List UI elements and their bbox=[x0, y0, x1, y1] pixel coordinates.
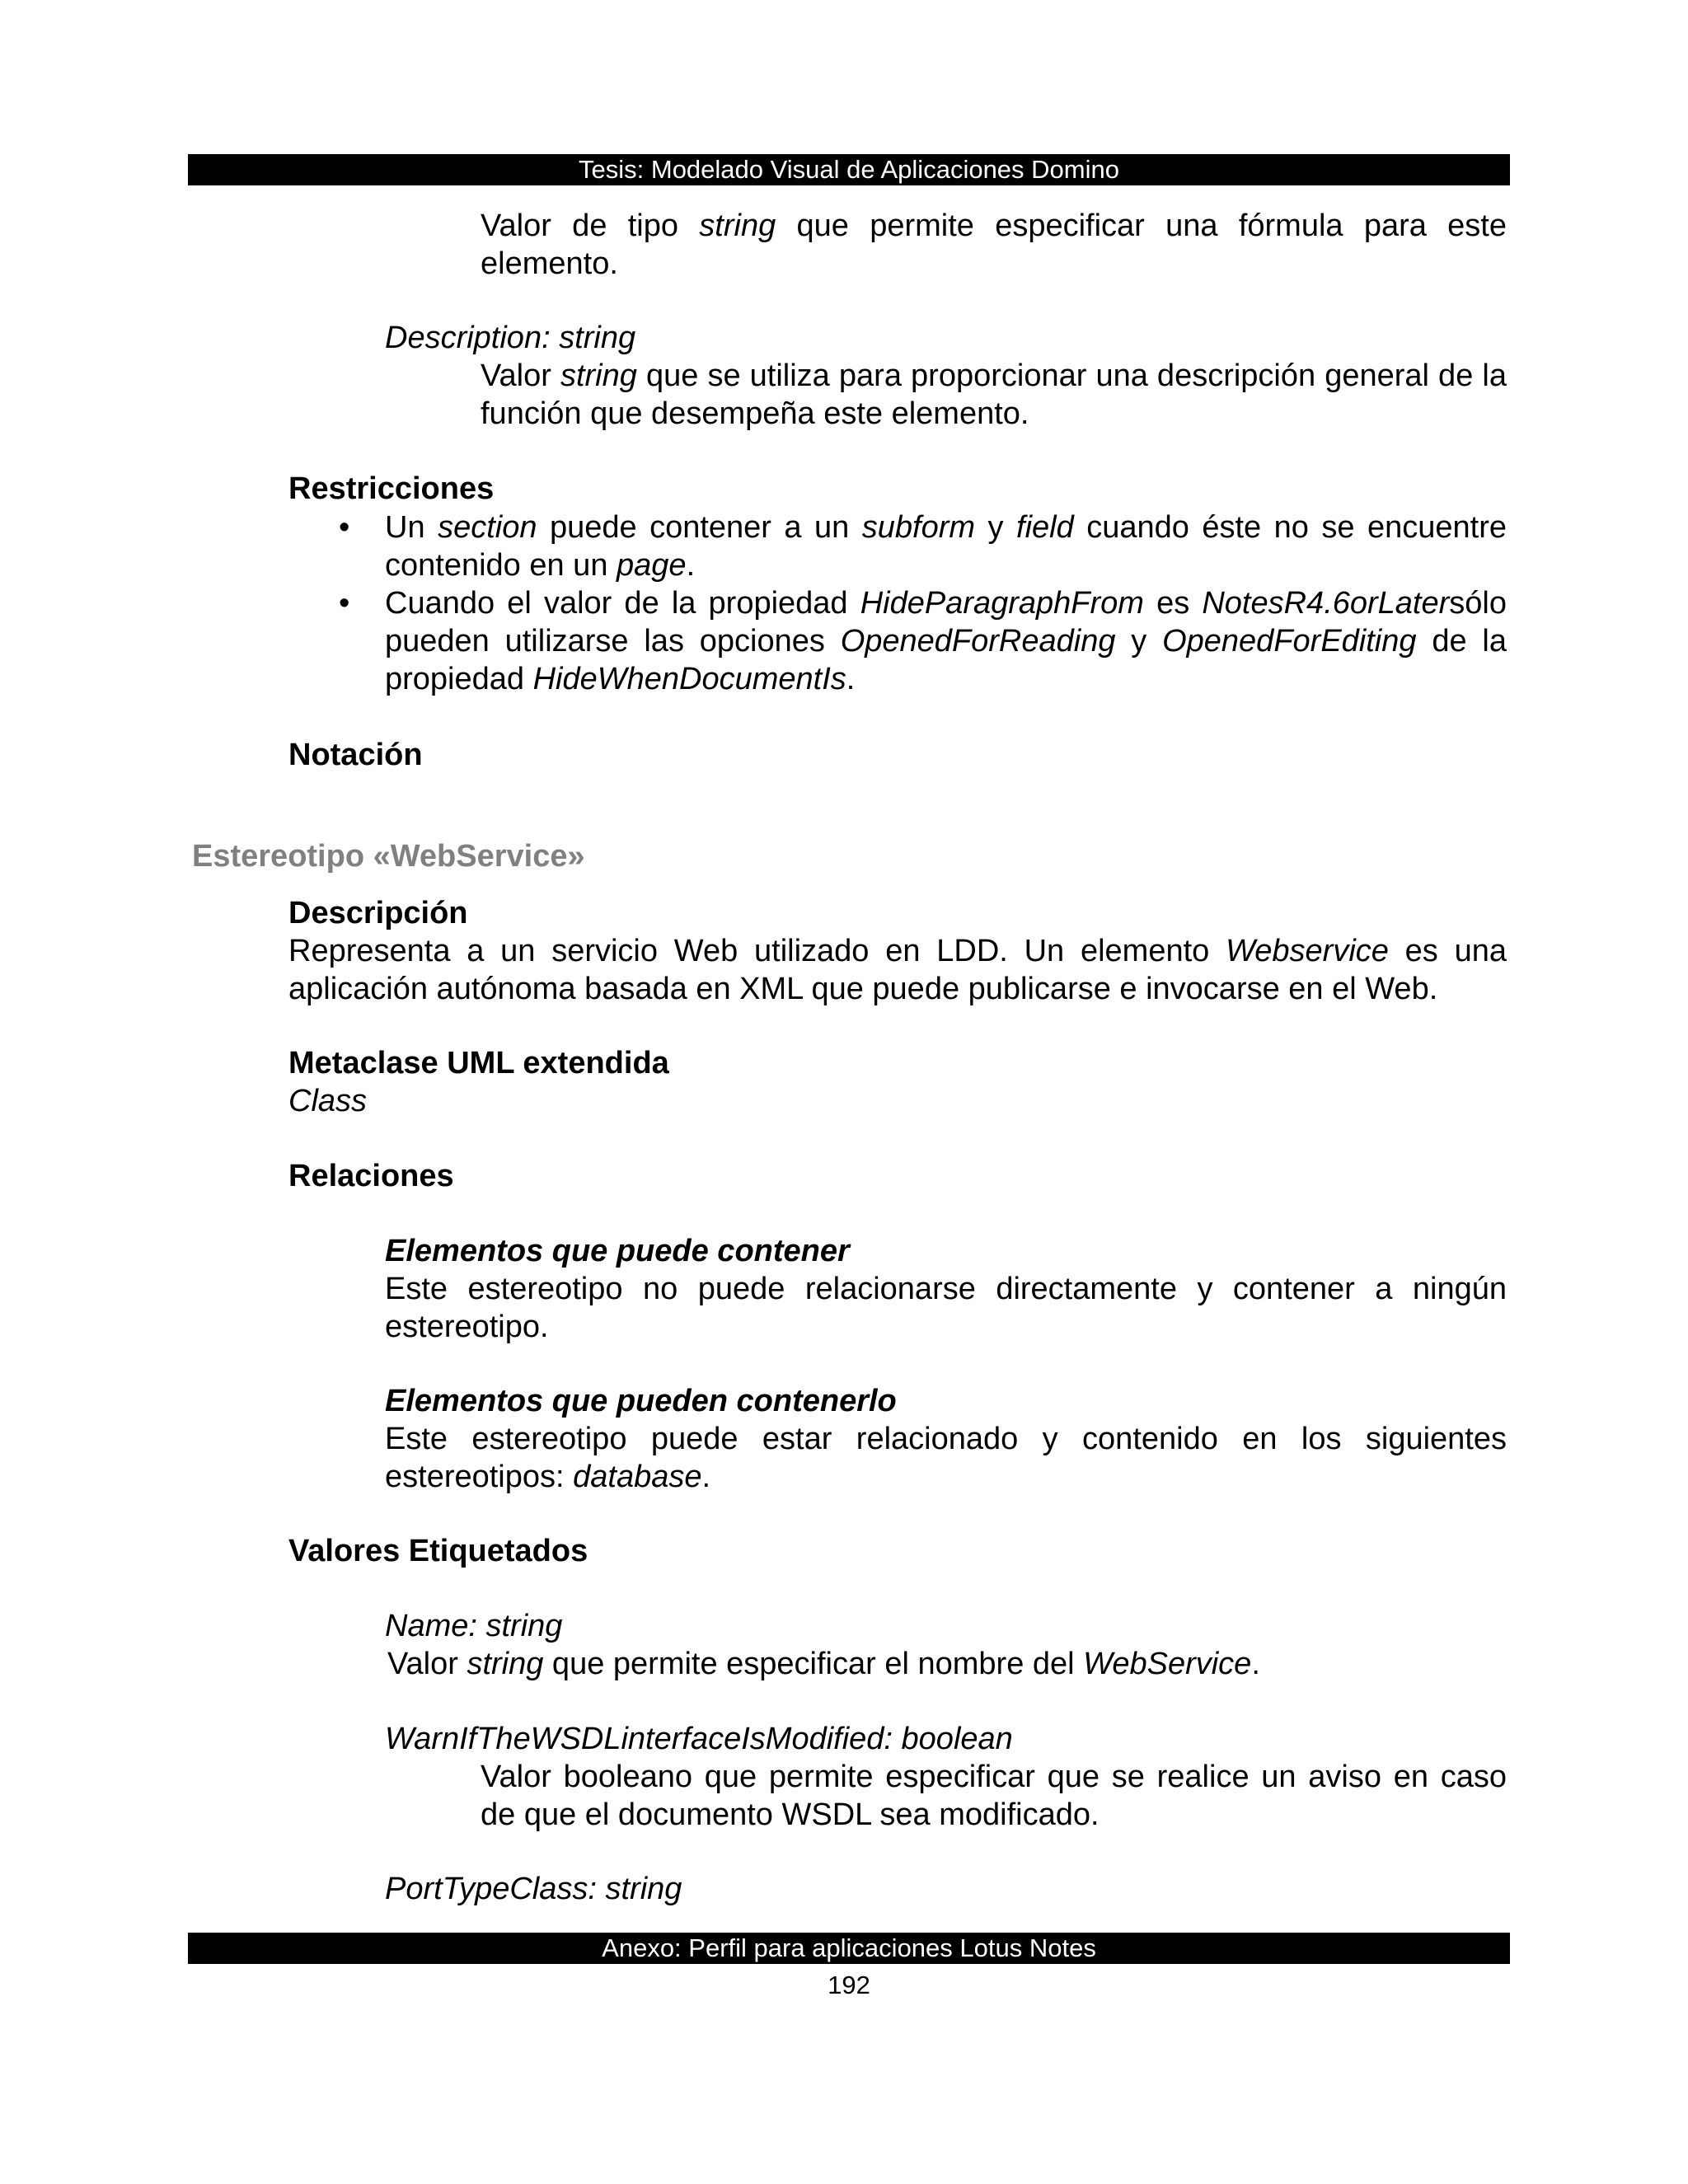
relaciones-heading: Relaciones bbox=[288, 1159, 454, 1193]
metaclase-heading: Metaclase UML extendida bbox=[288, 1046, 669, 1080]
notacion-heading: Notación bbox=[288, 738, 423, 772]
description-label: Description: string bbox=[385, 321, 636, 355]
list-item: • Cuando el valor de la propiedad HideParagraphFrom es NotesR4.6orLatersólo pueden utilizarse las opciones OpenedForReading y OpenedForEditing de la propiedad HideWhenDocumentIs. bbox=[385, 584, 1507, 698]
name-label: Name: string bbox=[385, 1609, 563, 1643]
contener-heading: Elementos que puede contener bbox=[385, 1234, 850, 1268]
descripcion-heading: Descripción bbox=[288, 896, 468, 930]
footer-bar bbox=[188, 1933, 1510, 1964]
stereotype-title: Estereotipo «WebService» bbox=[192, 839, 585, 874]
restricciones-list bbox=[385, 509, 1507, 698]
contener-text: Este estereotipo no puede relacionarse directamente y contener a ningún estereotipo. bbox=[385, 1272, 1507, 1344]
metaclase-value: Class bbox=[288, 1084, 368, 1118]
description-text: Valor string que se utiliza para proporcionar una descripción general de la función que desempeña este elemento. bbox=[481, 359, 1507, 431]
name-description: Valor string que permite especificar el nombre del WebService. bbox=[387, 1647, 1260, 1681]
restricciones-heading: Restricciones bbox=[288, 471, 495, 506]
warn-description: Valor booleano que permite especificar que se realice un aviso en caso de que el documento WSDL sea modificado. bbox=[481, 1760, 1507, 1832]
formula-description: Valor de tipo string que permite especificar una fórmula para este elemento. bbox=[481, 209, 1507, 281]
header-bar bbox=[188, 154, 1510, 185]
contenerlo-text: Este estereotipo puede estar relacionado y contenido en los siguientes estereotipos: database. bbox=[385, 1422, 1507, 1494]
contenerlo-heading: Elementos que pueden contenerlo bbox=[385, 1384, 897, 1418]
header-title: Tesis: Modelado Visual de Aplicaciones Domino bbox=[579, 155, 1119, 184]
descripcion-text: Representa a un servicio Web utilizado en LDD. Un elemento Webservice es una aplicación autónoma basada en XML que puede publicarse e invocarse en el Web. bbox=[288, 934, 1507, 1006]
valores-heading: Valores Etiquetados bbox=[288, 1534, 588, 1568]
list-item: • Un section puede contener a un subform y field cuando éste no se encuentre contenido en un page. bbox=[385, 509, 1507, 584]
warn-label: WarnIfTheWSDLinterfaceIsModified: boolean bbox=[385, 1722, 1013, 1756]
page-number: 192 bbox=[828, 1971, 870, 1999]
porttype-label: PortTypeClass: string bbox=[385, 1872, 682, 1906]
footer-title: Anexo: Perfil para aplicaciones Lotus Notes bbox=[602, 1933, 1096, 1962]
